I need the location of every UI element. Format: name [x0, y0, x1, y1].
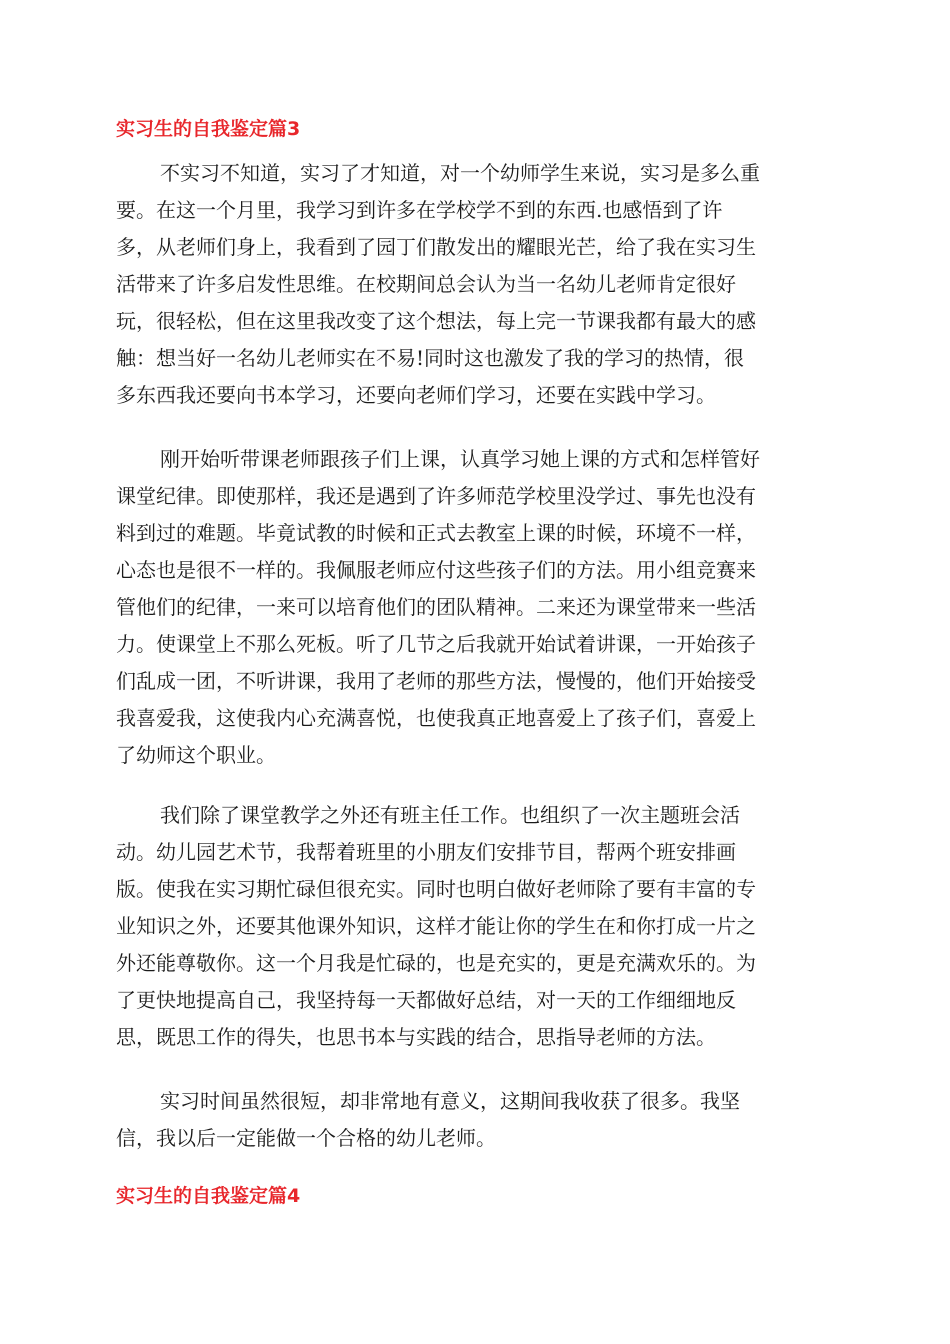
- section-heading-3: 实习生的自我鉴定篇3: [116, 118, 301, 140]
- paragraph-line: 多东西我还要向书本学习，还要向老师们学习，还要在实践中学习。: [116, 383, 716, 407]
- paragraph-line: 外还能尊敬你。这一个月我是忙碌的，也是充实的，更是充满欢乐的。为: [116, 951, 756, 975]
- paragraph-line: 我喜爱我，这使我内心充满喜悦，也使我真正地喜爱上了孩子们，喜爱上: [116, 706, 756, 730]
- paragraph-line: 们乱成一团，不听讲课，我用了老师的那些方法，慢慢的，他们开始接受: [116, 669, 756, 693]
- paragraph-line: 管他们的纪律，一来可以培育他们的团队精神。二来还为课堂带来一些活: [116, 595, 756, 619]
- paragraph-line: 实习时间虽然很短，却非常地有意义，这期间我收获了很多。我坚: [160, 1089, 740, 1113]
- paragraph-line: 业知识之外，还要其他课外知识，这样才能让你的学生在和你打成一片之: [116, 914, 756, 938]
- paragraph-line: 心态也是很不一样的。我佩服老师应付这些孩子们的方法。用小组竞赛来: [116, 558, 756, 582]
- paragraph-line: 料到过的难题。毕竟试教的时候和正式去教室上课的时候，环境不一样，: [116, 521, 756, 545]
- paragraph-4: [116, 1083, 836, 1157]
- paragraph-line: 不实习不知道，实习了才知道，对一个幼师学生来说，实习是多么重: [160, 161, 760, 185]
- paragraph-line: 我们除了课堂教学之外还有班主任工作。也组织了一次主题班会活: [160, 803, 740, 827]
- paragraph-3: [116, 797, 836, 1056]
- paragraph-line: 了更快地提高自己，我坚持每一天都做好总结，对一天的工作细细地反: [116, 988, 736, 1012]
- paragraph-line: 刚开始听带课老师跟孩子们上课，认真学习她上课的方式和怎样管好: [160, 447, 760, 471]
- paragraph-line: 版。使我在实习期忙碌但很充实。同时也明白做好老师除了要有丰富的专: [116, 877, 756, 901]
- paragraph-line: 课堂纪律。即使那样，我还是遇到了许多师范学校里没学过、事先也没有: [116, 484, 756, 508]
- paragraph-line: 活带来了许多启发性思维。在校期间总会认为当一名幼儿老师肯定很好: [116, 272, 736, 296]
- paragraph-line: 信，我以后一定能做一个合格的幼儿老师。: [116, 1126, 496, 1150]
- section-heading-4: 实习生的自我鉴定篇4: [116, 1185, 301, 1207]
- paragraph-line: 玩，很轻松，但在这里我改变了这个想法，每上完一节课我都有最大的感: [116, 309, 756, 333]
- paragraph-line: 多，从老师们身上，我看到了园丁们散发出的耀眼光芒，给了我在实习生: [116, 235, 756, 259]
- paragraph-2: [116, 441, 836, 774]
- paragraph-1: [116, 155, 836, 414]
- paragraph-line: 了幼师这个职业。: [116, 743, 276, 767]
- paragraph-line: 动。幼儿园艺术节，我帮着班里的小朋友们安排节目，帮两个班安排画: [116, 840, 736, 864]
- paragraph-line: 要。在这一个月里，我学习到许多在学校学不到的东西.也感悟到了许: [116, 198, 723, 222]
- paragraph-line: 触：想当好一名幼儿老师实在不易!同时这也激发了我的学习的热情，很: [116, 346, 745, 370]
- paragraph-line: 思，既思工作的得失，也思书本与实践的结合，思指导老师的方法。: [116, 1025, 716, 1049]
- paragraph-line: 力。使课堂上不那么死板。听了几节之后我就开始试着讲课，一开始孩子: [116, 632, 756, 656]
